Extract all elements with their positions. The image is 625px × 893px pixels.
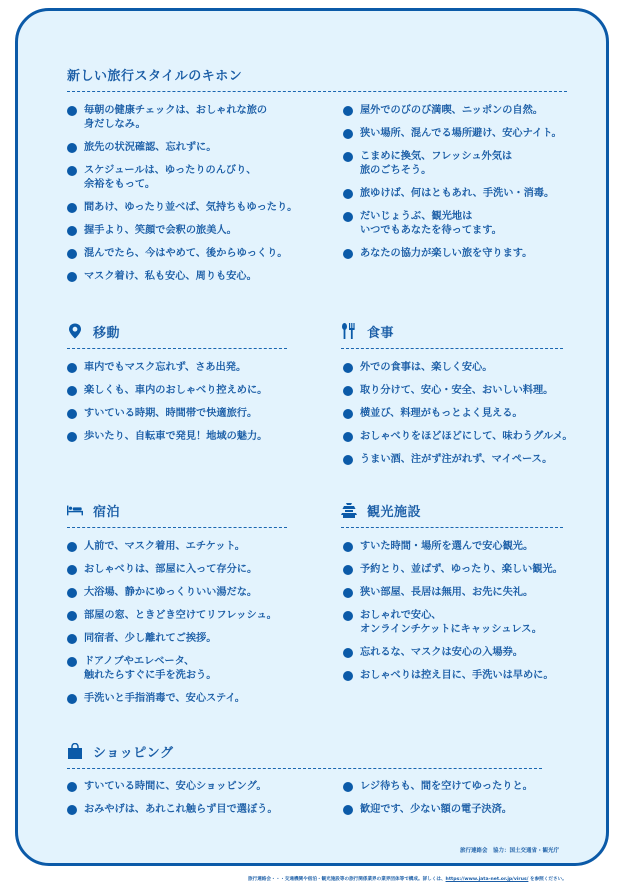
list-item: こまめに換気、フレッシュ外気は 旅のごちそう。 (343, 150, 605, 178)
divider (67, 527, 287, 528)
list-item: 予約とり、並ばず、ゆったり、楽しい観光。 (343, 563, 605, 577)
footer-note-text: 旅行連絡会・・・交通機関や宿泊・観光施設等の旅行関係業界の業界団体等で構成。詳しくは、 (248, 877, 446, 882)
section-title: ショッピング (93, 745, 174, 761)
divider (341, 348, 563, 349)
divider (67, 768, 542, 769)
list-item: 屋外でのびのび満喫、ニッポンの自然。 (343, 104, 605, 118)
lodging-list (67, 540, 329, 715)
list-item: おしゃべりは控え目に、手洗いは早めに。 (343, 669, 605, 683)
list-item: 狭い場所、混んでる場所避け、安心ナイト。 (343, 127, 605, 141)
list-item: 同宿者、少し離れてご挨拶。 (67, 632, 329, 646)
section-title: 新しい旅行スタイルのキホン (67, 68, 243, 84)
list-item: 旅先の状況確認、忘れずに。 (67, 141, 329, 155)
shopping-left-list (67, 780, 329, 826)
list-item: マスク着け、私も安心、周りも安心。 (67, 270, 329, 284)
organizer-credit: 旅行連絡会 協力：国土交通省・観光庁 (460, 848, 560, 854)
list-item: 歓迎です、少ない額の電子決済。 (343, 803, 605, 817)
footer-url-link[interactable]: https://www.jata-net.or.jp/virus/ (445, 877, 529, 882)
list-item: 毎朝の健康チェックは、おしゃれな旅の 身だしなみ。 (67, 104, 329, 132)
footer-note-suffix: を参照ください。 (528, 877, 567, 882)
sightseeing-list (343, 540, 605, 692)
list-item: 大浴場、静かにゆっくりいい湯だな。 (67, 586, 329, 600)
list-item: 狭い部屋、長居は無用、お先に失礼。 (343, 586, 605, 600)
list-item: すいている時間に、安心ショッピング。 (67, 780, 329, 794)
list-item: おしゃべりをほどほどにして、味わうグルメ。 (343, 430, 605, 444)
section-transport (67, 320, 287, 349)
list-item: すいた時間・場所を選んで安心観光。 (343, 540, 605, 554)
castle-icon (341, 502, 357, 518)
section-dining (341, 320, 563, 349)
list-item: 取り分けて、安心・安全、おいしい料理。 (343, 384, 605, 398)
list-item: 握手より、笑顔で会釈の旅美人。 (67, 224, 329, 238)
bed-icon (67, 502, 83, 518)
cutlery-icon (341, 323, 357, 339)
list-item: 外での食事は、楽しく安心。 (343, 361, 605, 375)
list-item: だいじょうぶ、観光地は いつでもあなたを待ってます。 (343, 210, 605, 238)
list-item: 忘れるな、マスクは安心の入場券。 (343, 646, 605, 660)
list-item: 人前で、マスク着用、エチケット。 (67, 540, 329, 554)
map-pin-icon (67, 323, 83, 339)
list-item: 車内でもマスク忘れず、さあ出発。 (67, 361, 329, 375)
section-shopping (67, 740, 542, 769)
list-item: 間あけ、ゆったり並べば、気持ちもゆったり。 (67, 201, 329, 215)
divider (67, 91, 567, 92)
dining-list (343, 361, 605, 476)
list-item: 横並び、料理がもっとよく見える。 (343, 407, 605, 421)
list-item: 旅ゆけば、何はともあれ、手洗い・消毒。 (343, 187, 605, 201)
list-item: おしゃれで安心、 オンラインチケットにキャッシュレス。 (343, 609, 605, 637)
list-item: 歩いたり、自転車で発見！地域の魅力。 (67, 430, 329, 444)
list-item: 楽しくも、車内のおしゃべり控えめに。 (67, 384, 329, 398)
section-title: 宿泊 (93, 504, 121, 520)
divider (67, 348, 287, 349)
list-item: うまい酒、注がず注がれず、マイペース。 (343, 453, 605, 467)
divider (341, 527, 563, 528)
footer-note (248, 876, 567, 882)
list-item: ドアノブやエレベータ、 触れたらすぐに手を洗おう。 (67, 655, 329, 683)
basics-left-list (67, 104, 329, 293)
list-item: あなたの協力が楽しい旅を守ります。 (343, 247, 605, 261)
section-sightseeing (341, 499, 563, 528)
list-item: 部屋の窓、ときどき空けてリフレッシュ。 (67, 609, 329, 623)
list-item: 手洗いと手指消毒で、安心ステイ。 (67, 692, 329, 706)
section-title: 食事 (367, 325, 395, 341)
list-item: すいている時期、時間帯で快適旅行。 (67, 407, 329, 421)
shopping-right-list (343, 780, 605, 826)
section-lodging (67, 499, 287, 528)
section-basics (67, 63, 567, 92)
list-item: スケジュールは、ゆったりのんびり、 余裕をもって。 (67, 164, 329, 192)
transport-list (67, 361, 329, 453)
basics-right-list (343, 104, 605, 270)
shopping-bag-icon (67, 743, 83, 759)
section-title: 移動 (93, 325, 121, 341)
list-item: レジ待ちも、間を空けてゆったりと。 (343, 780, 605, 794)
list-item: おしゃべりは、部屋に入って存分に。 (67, 563, 329, 577)
list-item: 混んでたら、今はやめて、後からゆっくり。 (67, 247, 329, 261)
section-title: 観光施設 (367, 504, 422, 520)
list-item: おみやげは、あれこれ触らず目で選ぼう。 (67, 803, 329, 817)
